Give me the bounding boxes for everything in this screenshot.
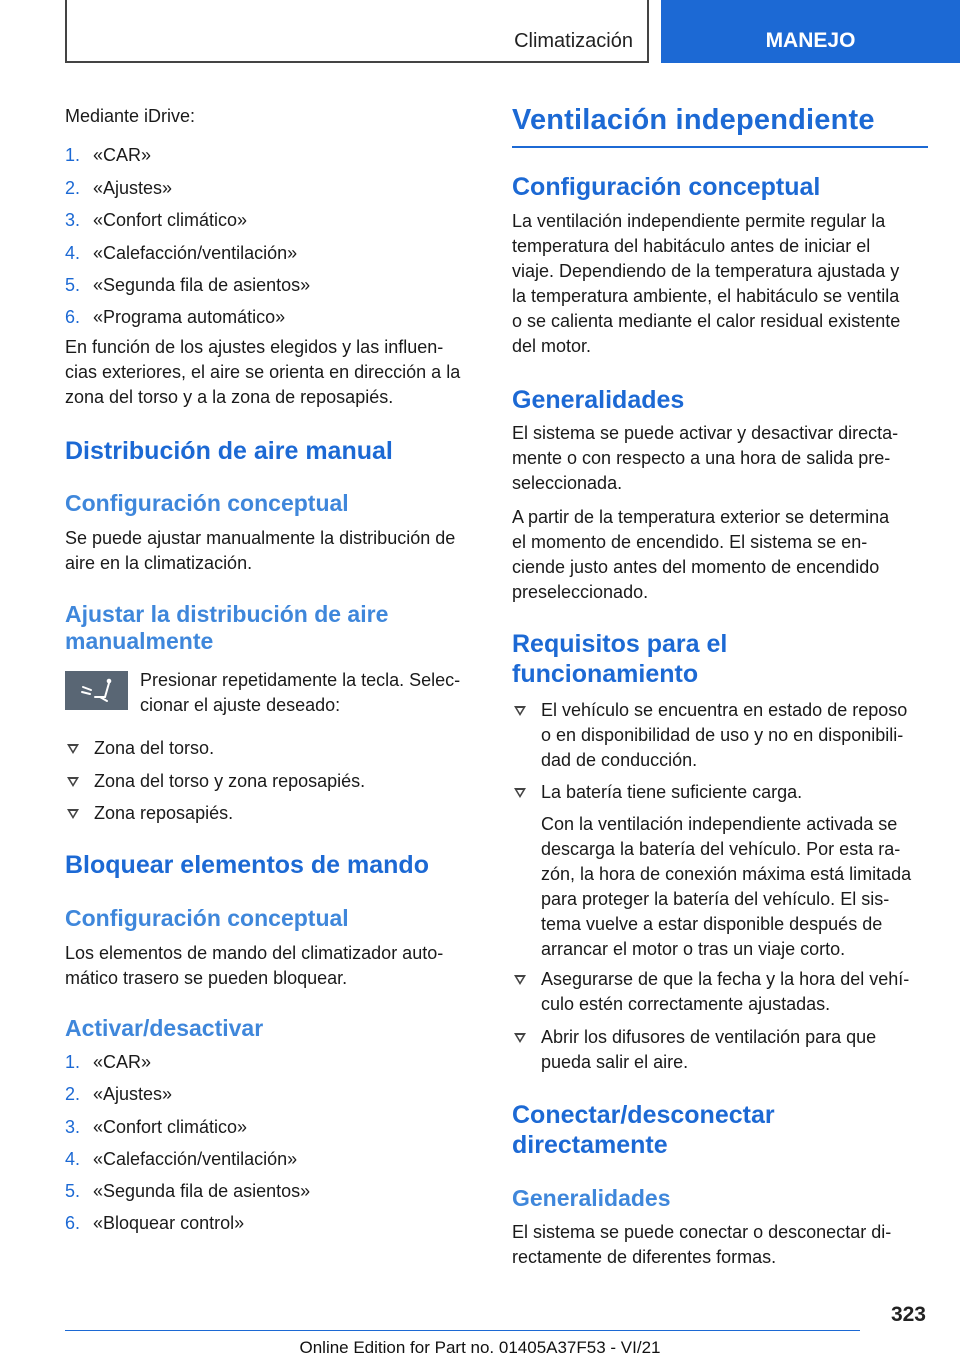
list-number: 4. xyxy=(65,243,81,263)
paragraph: El sistema se puede activar y desactivar directa- mente o con respecto a una hora de salida pre- seleccionada. xyxy=(512,423,899,493)
heading-configuracion: Configuración conceptual xyxy=(65,905,349,931)
heading-bloquear: Bloquear elementos de mando xyxy=(65,851,429,879)
list-item: «Ajustes» xyxy=(93,178,173,198)
list-number: 5. xyxy=(65,1181,81,1201)
paragraph: Se puede ajustar manualmente la distribución de aire en la climatización. xyxy=(65,528,456,573)
paragraph: A partir de la temperatura exterior se determina el momento de encendido. El sistema se en- ciende justo antes del momento de encendido preseleccionado. xyxy=(512,507,890,602)
bullet-triangle-icon xyxy=(514,1033,526,1043)
list-number: 2. xyxy=(65,178,81,198)
heading-activar: Activar/desactivar xyxy=(65,1015,264,1041)
list-item: Zona del torso y zona reposapiés. xyxy=(94,771,366,791)
list-number: 3. xyxy=(65,1117,81,1137)
list-item: «Confort climático» xyxy=(93,210,248,230)
chapter-label: MANEJO xyxy=(765,29,856,52)
list-item: «Calefacción/ventilación» xyxy=(93,1149,298,1169)
list-number: 5. xyxy=(65,275,81,295)
list-item: «CAR» xyxy=(93,1052,152,1072)
bullet-triangle-icon xyxy=(67,744,79,754)
list-item: Asegurarse de que la fecha y la hora del vehí- culo estén correctamente ajustadas. xyxy=(541,969,910,1014)
heading-generalidades: Generalidades xyxy=(512,386,685,414)
heading-configuracion: Configuración conceptual xyxy=(512,173,821,201)
list-item: «Ajustes» xyxy=(93,1084,173,1104)
list-number: 3. xyxy=(65,210,81,230)
paragraph: En función de los ajustes elegidos y las influen- cias exteriores, el aire se orienta en dirección a la zona del torso y a la zona de reposapiés. xyxy=(65,337,461,407)
heading-generalidades: Generalidades xyxy=(512,1185,671,1211)
list-number: 1. xyxy=(65,1052,81,1072)
list-item: Zona del torso. xyxy=(94,738,215,758)
footer-edition: Online Edition for Part no. 01405A37F53 - VI/21 xyxy=(299,1338,661,1357)
heading-conectar: Conectar/desconectar directamente xyxy=(512,1101,775,1159)
chapter-tab xyxy=(661,0,960,63)
bullet-triangle-icon xyxy=(67,809,79,819)
heading-configuracion: Configuración conceptual xyxy=(65,490,349,516)
bullet-triangle-icon xyxy=(514,788,526,798)
paragraph: Presionar repetidamente la tecla. Selec- cionar el ajuste deseado: xyxy=(140,670,461,715)
paragraph: Los elementos de mando del climatizador auto- mático trasero se pueden bloquear. xyxy=(65,943,444,988)
list-item: «Calefacción/ventilación» xyxy=(93,243,298,263)
paragraph: La ventilación independiente permite regular la temperatura del habitáculo antes de iniciar el viaje. Dependiendo de la temperatura ajustada y la temperatura ambiente, el habitáculo se ventila o se calienta mediante el calor residual existente del motor. xyxy=(512,211,901,356)
header-section-box xyxy=(65,0,649,63)
list-number: 6. xyxy=(65,1213,81,1233)
bullet-triangle-icon xyxy=(514,706,526,716)
list-number: 2. xyxy=(65,1084,81,1104)
list-item: Zona reposapiés. xyxy=(94,803,234,823)
air-distribution-icon xyxy=(65,671,128,710)
list-number: 6. xyxy=(65,307,81,327)
list-item: «Segunda fila de asientos» xyxy=(93,1181,311,1201)
bullet-triangle-icon xyxy=(514,975,526,985)
list-item: «Programa automático» xyxy=(93,307,286,327)
intro-text: Mediante iDrive: xyxy=(65,106,196,126)
heading-distribucion: Distribución de aire manual xyxy=(65,437,393,465)
air-distribution-button-icon xyxy=(65,671,128,710)
list-item: La batería tiene suficiente carga. xyxy=(541,782,803,802)
footer-rule xyxy=(65,1330,860,1331)
paragraph: El sistema se puede conectar o desconectar di- rectamente de diferentes formas. xyxy=(512,1222,892,1267)
list-item: «Segunda fila de asientos» xyxy=(93,275,311,295)
heading-ajustar: Ajustar la distribución de aire manualmente xyxy=(65,601,389,654)
list-item: «CAR» xyxy=(93,145,152,165)
heading-requisitos: Requisitos para el funcionamiento xyxy=(512,630,728,688)
list-item: «Confort climático» xyxy=(93,1117,248,1137)
list-item: «Bloquear control» xyxy=(93,1213,245,1233)
list-number: 4. xyxy=(65,1149,81,1169)
list-item: El vehículo se encuentra en estado de reposo o en disponibilidad de uso y no en disponibili- dad de conducción. xyxy=(541,700,908,770)
bullet-triangle-icon xyxy=(67,777,79,787)
list-number: 1. xyxy=(65,145,81,165)
page-title: Ventilación independiente xyxy=(512,104,875,136)
section-title: Climatización xyxy=(514,30,633,52)
title-rule xyxy=(512,146,928,148)
list-item: Abrir los difusores de ventilación para que pueda salir el aire. xyxy=(541,1027,877,1072)
list-item-note: Con la ventilación independiente activada se descarga la batería del vehículo. Por esta ra- zón, la hora de conexión máxima está limitada para proteger la batería del vehículo. El sis- tema vuelve a estar disponible después de arrancar el motor o tras un viaje corto. xyxy=(541,814,912,959)
page-number: 323 xyxy=(890,1303,926,1326)
